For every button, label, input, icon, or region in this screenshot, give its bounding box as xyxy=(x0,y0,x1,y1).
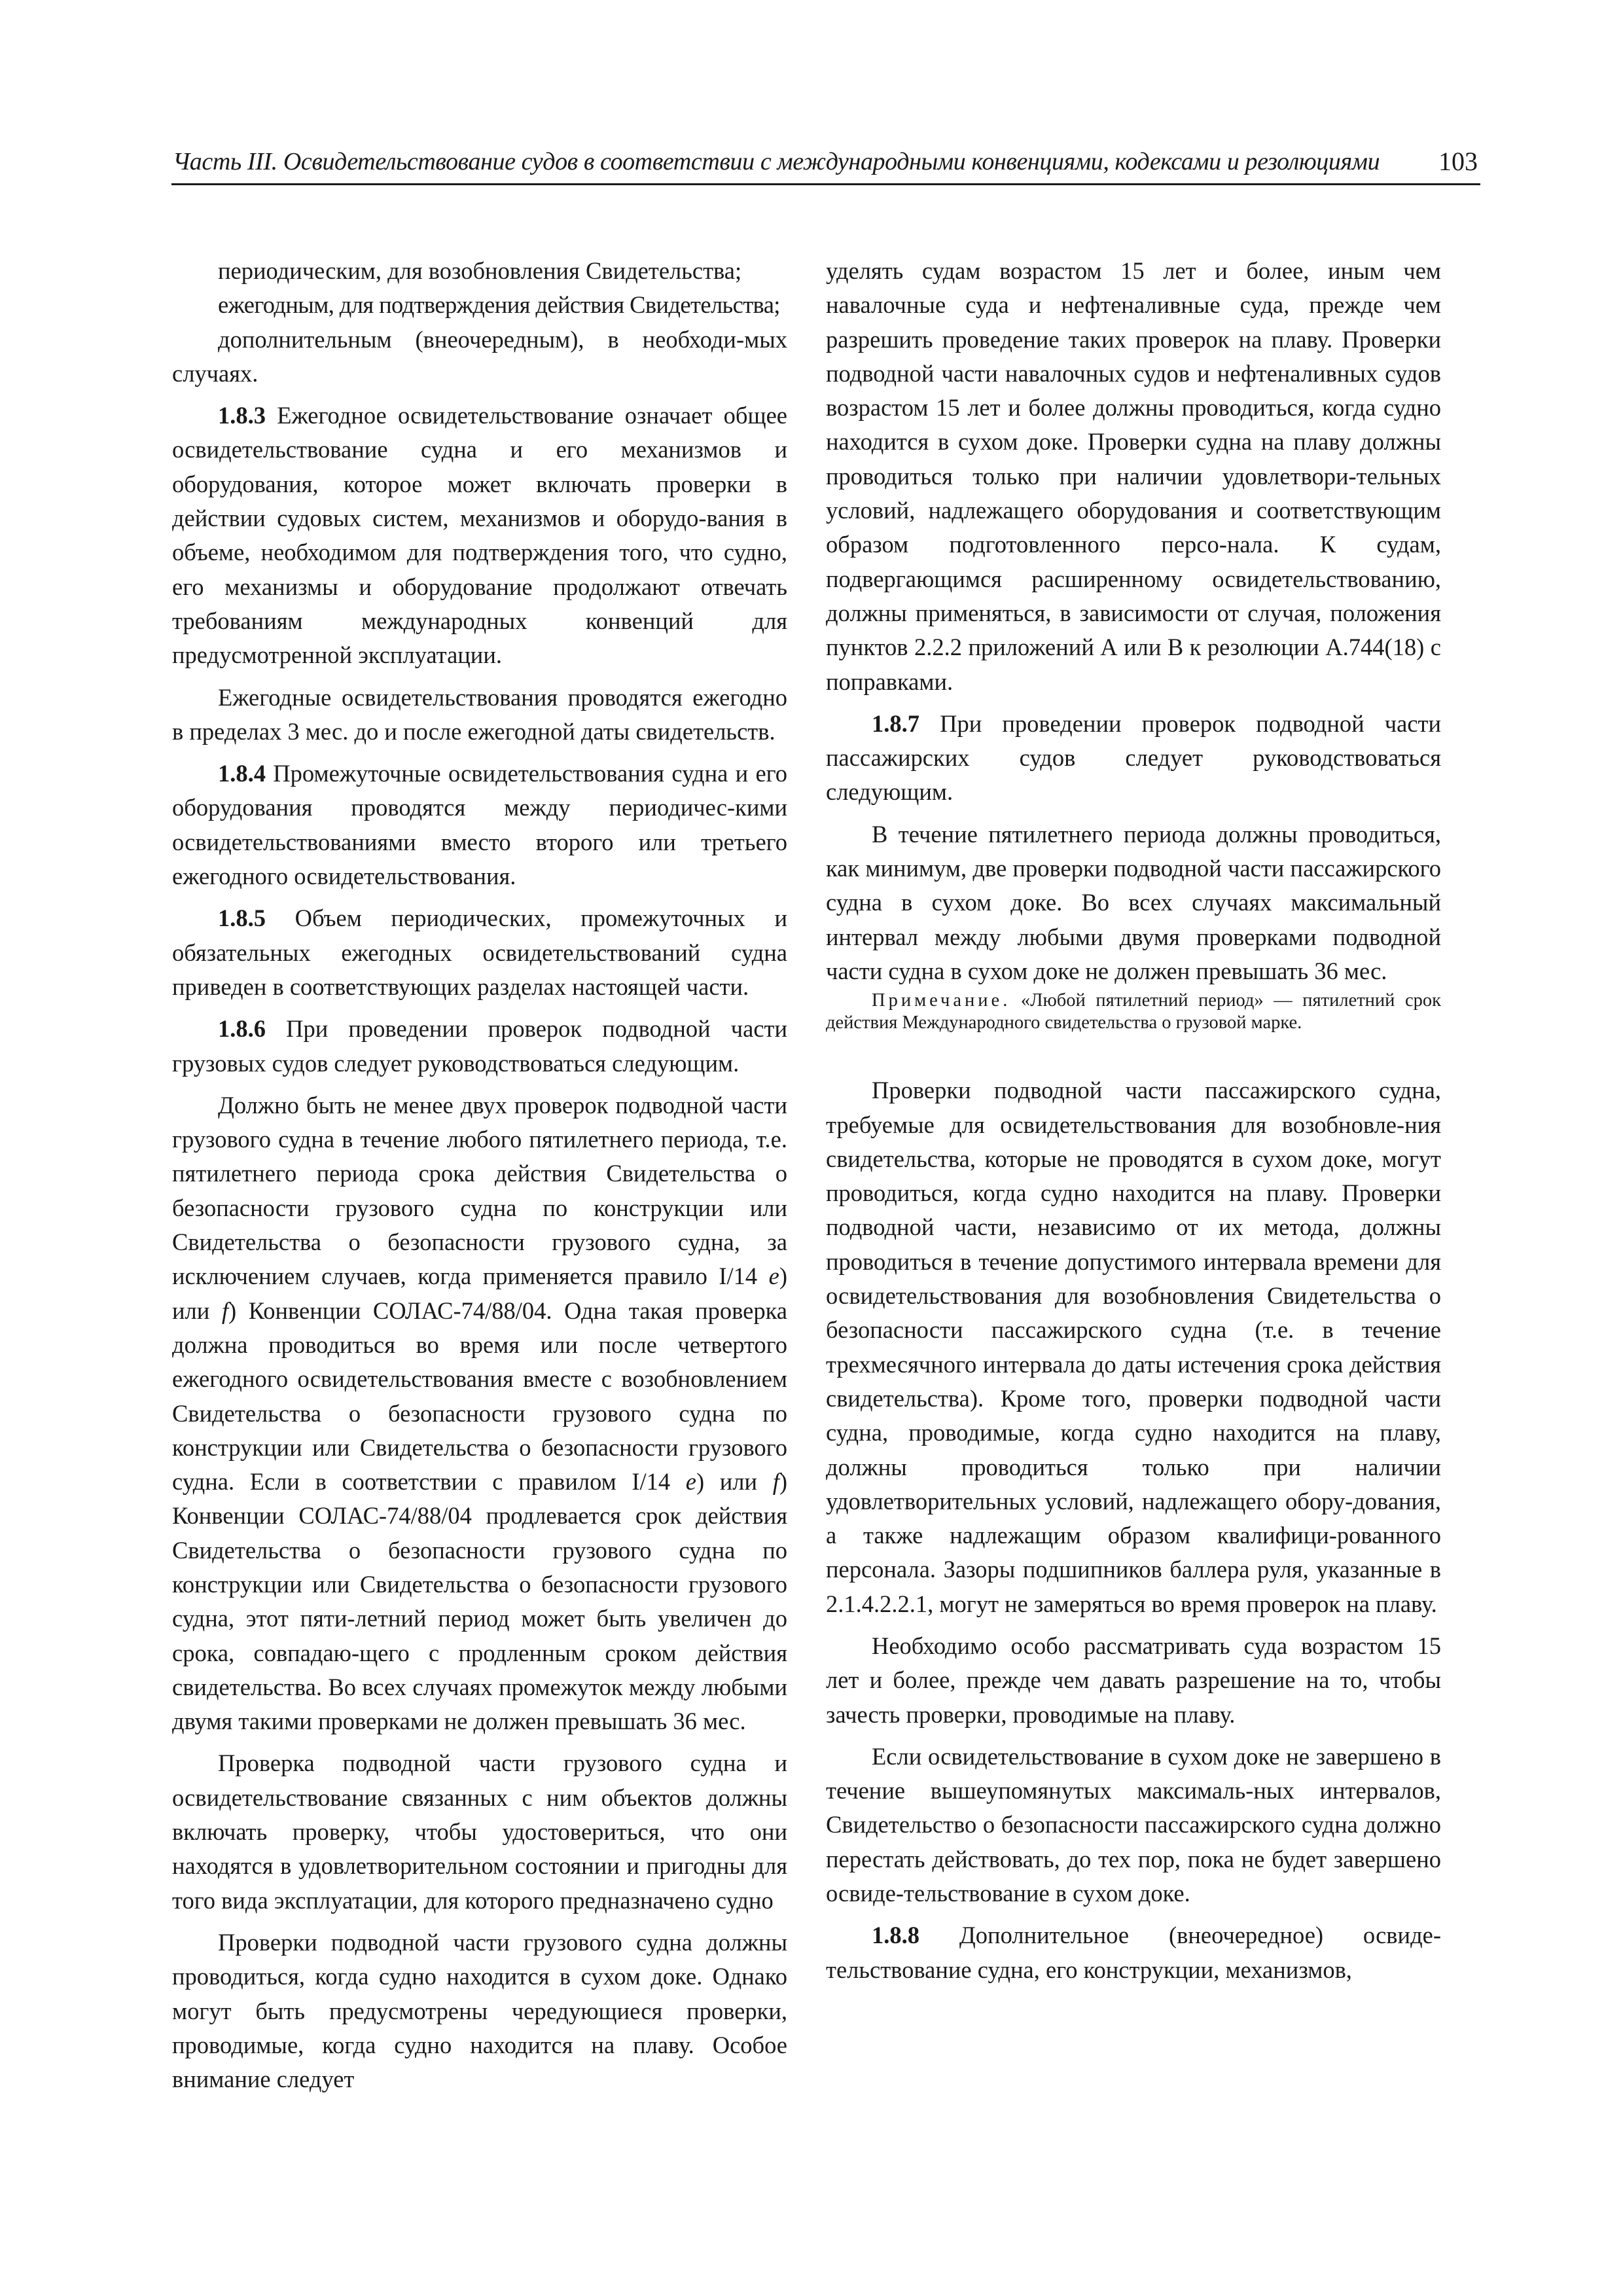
paragraph: Проверки подводной части грузового судна должны проводиться, когда судно находится в сухом доке. Однако могут быть предусмотрены чередующиеся проверки, проводимые, когда судно находится на плаву. Особое внимание следует xyxy=(172,1928,787,2093)
clause-number: 1.8.3 xyxy=(218,402,266,429)
note xyxy=(826,990,1441,1034)
paragraph: Если освидетельствование в сухом доке не завершено в течение вышеупомянутых максималь-ных интервалов, Свидетельство о безопасности пассажирского судна должно перестать действовать, до тех пор, пока не будет завершено освиде-тельствование в сухом доке. xyxy=(826,1742,1441,1907)
paragraph-1-8-5 xyxy=(172,901,787,1004)
paragraph: периодическим, для возобновления Свидетельства; xyxy=(218,257,742,284)
left-column xyxy=(172,254,787,2104)
right-column xyxy=(826,254,1441,1995)
paragraph: Должно быть не менее двух проверок подводной части грузового судна в течение любого пятилетнего периода, т.е. пятилетнего периода срока действия Свидетельства о безопасности грузового судна по конструкции или Свидетельства о безопасности грузового судна, за исключением случаев, когда применяется правило I/14 e) или f) Конвенции СОЛАС-74/88/04. Одна такая проверка должна проводиться во время или после четвертого ежегодного освидетельствования вместе с возобновлением Свидетельства о безопасности грузового судна по конструкции или Свидетельства о безопасности грузового судна. Если в соответствии с правилом I/14 e) или f) Конвенции СОЛАС-74/88/04 продлевается срок действия Свидетельства о безопасности грузового судна по конструкции или Свидетельства о безопасности грузового судна, этот пяти-летний период может быть увеличен до срока, совпадаю-щего с продленным сроком действия свидетельства. Во всех случаях промежуток между любыми двумя такими проверками не должен превышать 36 мес. xyxy=(172,1091,788,1735)
running-header xyxy=(171,140,1480,185)
clause-text: Объем периодических, промежуточных и обязательных ежегодных освидетельствований судна приведен в соответствующих разделах настоящей части. xyxy=(172,905,787,1000)
paragraph: Проверки подводной части пассажирского судна, требуемые для освидетельствования для возобновле-ния свидетельства, которые не проводятся в сухом доке, могут проводиться, когда судно находится на плаву. Проверки подводной части, независимо от их метода, должны проводиться в течение допустимого интервала времени для освидетельствования для возобновления Свидетельства о безопасности пассажирского судна (т.е. в течение трехмесячного интервала до даты истечения срока действия свидетельства). Кроме того, проверки подводной части судна, проводимые, когда судно находится на плаву, должны проводиться только при наличии удовлетворительных условий, надлежащего обору-дования, а также надлежащим образом квалифици-рованного персонала. Зазоры подшипников баллера руля, указанные в 2.1.4.2.2.1, могут не замеряться во время проверок на плаву. xyxy=(826,1077,1441,1617)
paragraph: Проверка подводной части грузового судна и освидетельствование связанных с ним объектов должны включать проверку, чтобы удостовериться, что они находятся в удовлетворительном состоянии и пригодны для того вида эксплуатации, для которого предназначено судно xyxy=(172,1749,787,1914)
header-title: Часть III. Освидетельствование судов в соответствии с международными конвенциями, кодексами и резолюциями xyxy=(173,148,1380,175)
paragraph-1-8-4 xyxy=(172,757,787,893)
paragraph-1-8-6 xyxy=(172,1012,787,1081)
paragraph: Необходимо особо рассматривать суда возрастом 15 лет и более, прежде чем давать разрешение на то, чтобы зачесть проверки, проводимые на плаву. xyxy=(826,1632,1441,1728)
paragraph: В течение пятилетнего периода должны проводиться, как минимум, две проверки подводной части пассажирского судна в сухом доке. Во всех случаях максимальный интервал между любыми двумя проверками подводной части судна в сухом доке не должен превышать 36 мес. xyxy=(826,820,1441,984)
paragraph-1-8-3 xyxy=(172,399,787,672)
clause-number: 1.8.4 xyxy=(218,760,266,787)
clause-text: При проведении проверок подводной части грузовых судов следует руководствоваться следующим. xyxy=(172,1015,787,1077)
clause-number: 1.8.8 xyxy=(872,1922,919,1949)
note-label: Примечание. xyxy=(872,990,1011,1011)
clause-text: При проведении проверок подводной части пассажирских судов следует руководствоваться следующим. xyxy=(826,709,1441,806)
page-number: 103 xyxy=(1438,147,1478,176)
clause-number: 1.8.6 xyxy=(218,1015,266,1043)
paragraph: ежегодным, для подтверждения действия Свидетельства; xyxy=(218,291,780,319)
clause-text: Ежегодное освидетельствование означает общее освидетельствование судна и его механизмов и оборудования, которое может включать проверки в действии судовых систем, механизмов и оборудо-вания в объеме, необходимом для подтверждения того, что судно, его механизмы и оборудование продолжают отвечать требованиям международных конвенций для предусмотренной эксплуатации. xyxy=(172,402,787,669)
clause-number: 1.8.5 xyxy=(218,905,266,932)
paragraph: Ежегодные освидетельствования проводятся ежегодно в пределах 3 мес. до и после ежегодной даты свидетельств. xyxy=(172,683,787,745)
note-text: «Любой пятилетний период» — пятилетний срок действия Международного свидетельства о грузовой марке. xyxy=(826,990,1441,1033)
paragraph-1-8-8 xyxy=(826,1918,1441,1987)
clause-number: 1.8.7 xyxy=(872,709,919,737)
paragraph-1-8-7 xyxy=(826,707,1441,810)
paragraph: дополнительным (внеочередным), в необходи-мых случаях. xyxy=(172,325,787,387)
paragraph: уделять судам возрастом 15 лет и более, иным чем навалочные суда и нефтеналивные суда, прежде чем разрешить проведение таких проверок на плаву. Проверки подводной части навалочных судов и нефтеналивных судов возрастом 15 лет и более должны проводиться, когда судно находится в сухом доке. Проверки судна на плаву должны проводиться только при наличии удовлетвори-тельных условий, надлежащего оборудования и соответствующим образом подготовленного персо-нала. К судам, подвергающимся расширенному освидетельствованию, должны применяться, в зависимости от случая, положения пунктов 2.2.2 приложений А или В к резолюции А.744(18) с поправками. xyxy=(826,257,1441,695)
clause-text: Дополнительное (внеочередное) освиде-тельствование судна, его конструкции, механизмов, xyxy=(826,1922,1441,1983)
clause-text: Промежуточные освидетельствования судна и его оборудования проводятся между периодичес-кими освидетельствованиями вместо второго или третьего ежегодного освидетельствования. xyxy=(172,760,787,890)
